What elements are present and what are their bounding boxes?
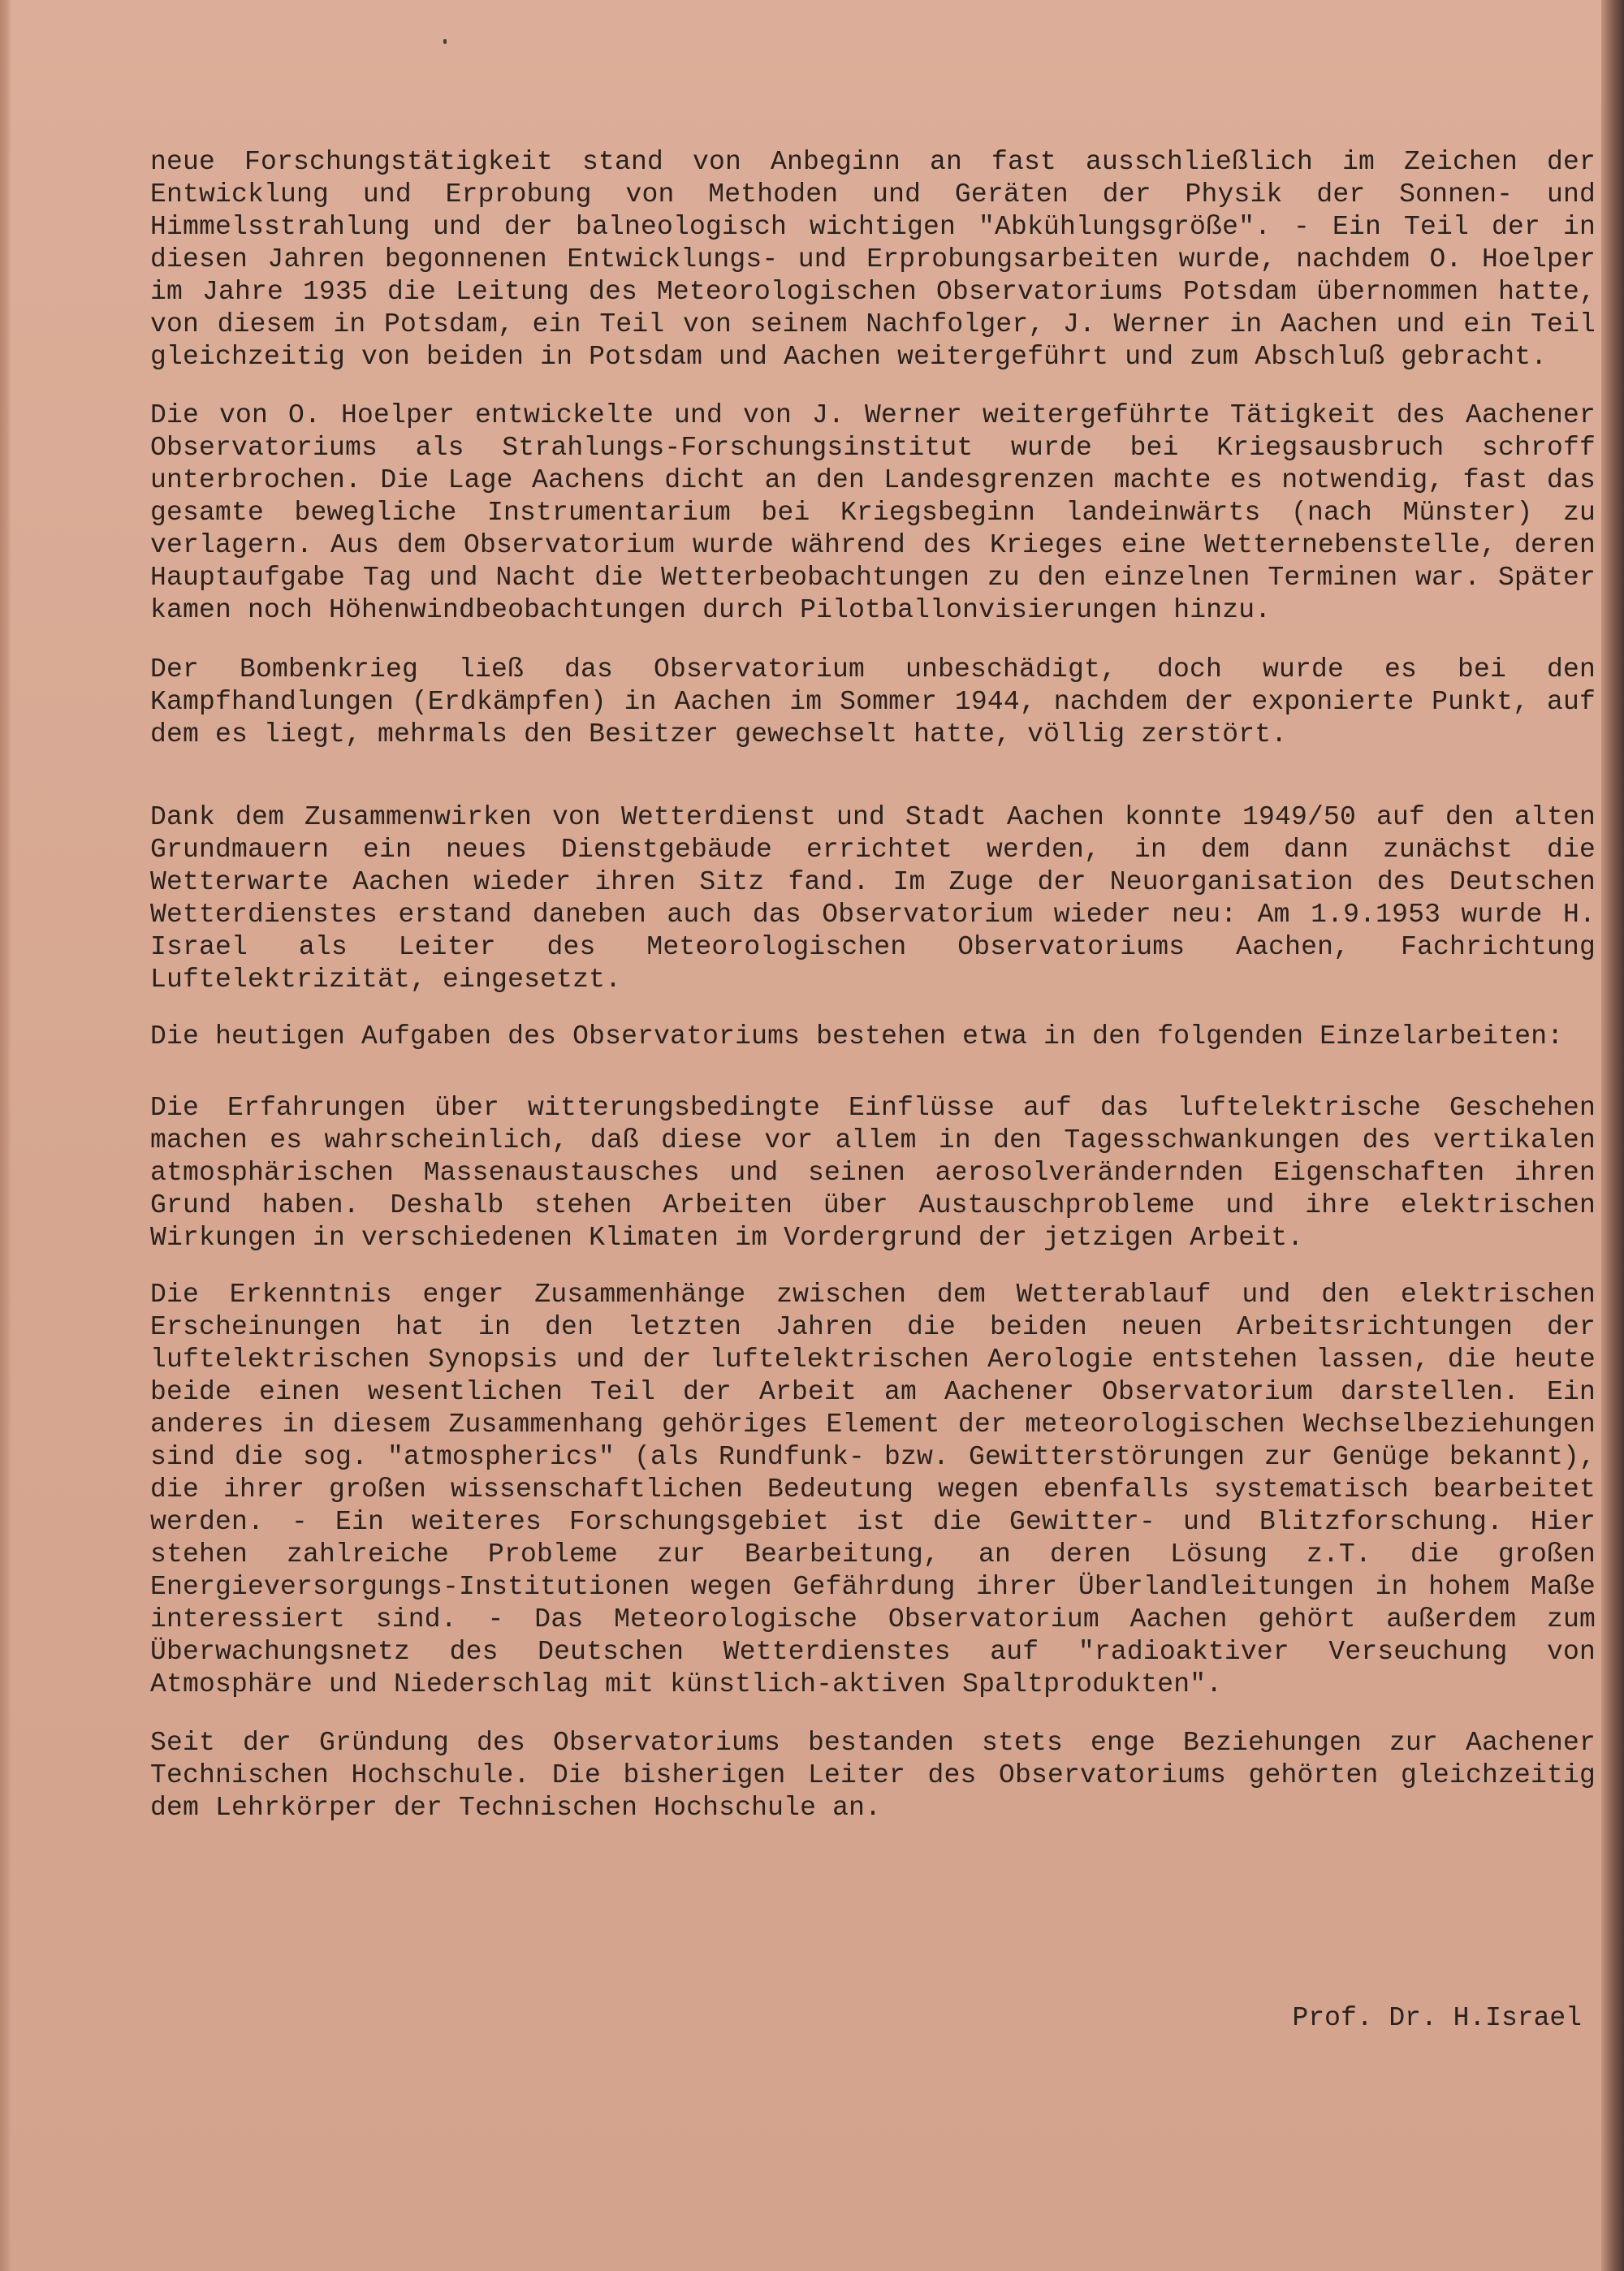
paragraph-destruction: Der Bombenkrieg ließ das Observatorium unbeschädigt, doch wurde es bei den Kampfhandlungen (Erdkämpfen) in Aachen im Sommer 1944, nachdem der exponierte Punkt, auf dem es liegt, mehrmals den Besitzer gewechselt hatte, völlig zerstört. bbox=[150, 654, 1596, 749]
paragraph-current-tasks-intro: Die heutigen Aufgaben des Observatoriums bestehen etwa in den folgenden Einzelarbeiten: bbox=[150, 1021, 1564, 1051]
paragraph-research-areas: Die Erkenntnis enger Zusammenhänge zwischen dem Wetterablauf und den elektrischen Erscheinungen hat in den letzten Jahren die beiden neuen Arbeitsrichtungen der luftelektrischen Synopsis und der luftelektrischen Aerologie entstehen lassen, die heute beide einen wesentlichen Teil der Arbeit am Aachener Observatorium darstellen. Ein anderes in diesem Zusammenhang gehöriges Element der meteorologischen Wechselbeziehungen sind die sog. "atmospherics" (als Rundfunk- bzw. Gewitterstörungen zur Genüge bekannt), die ihrer großen wissenschaftlichen Bedeutung wegen ebenfalls systematisch bearbeitet werden. - Ein weiteres Forschungsgebiet ist die Gewitter- und Blitzforschung. Hier stehen zahlreiche Probleme zur Bearbeitung, an deren Lösung z.T. die großen Energieversorgungs-Institutionen wegen Gefährdung ihrer Überlandleitungen in hohem Maße interessiert sind. - Das Meteorologische Observatorium Aachen gehört außerdem zum Überwachungsnetz des Deutschen Wetterdienstes auf "radioaktiver Verseuchung von Atmosphäre und Niederschlag mit künstlich-aktiven Spaltprodukten". bbox=[150, 1280, 1596, 1699]
page-left-edge bbox=[0, 0, 11, 2271]
author-signature: Prof. Dr. H.Israel bbox=[1292, 2003, 1582, 2033]
paragraph-exchange-research: Die Erfahrungen über witterungsbedingte Einflüsse auf das luftelektrische Geschehen machen es wahrscheinlich, daß diese vor allem in den Tagesschwankungen des vertikalen atmosphärischen Massenaustausches und seinen aerosolverändernden Eigenschaften ihren Grund haben. Deshalb stehen Arbeiten über Austauschprobleme und ihre elektrischen Wirkungen in verschiedenen Klimaten im Vordergrund der jetzigen Arbeit. bbox=[150, 1093, 1596, 1253]
document-body bbox=[150, 146, 1596, 1824]
paragraph-university-relations: Seit der Gründung des Observatoriums bestanden stets enge Beziehungen zur Aachener Technischen Hochschule. Die bisherigen Leiter des Observatoriums gehörten gleichzeitig dem Lehrkörper der Technischen Hochschule an. bbox=[150, 1728, 1596, 1823]
paragraph-research-history: neue Forschungstätigkeit stand von Anbeginn an fast ausschließlich im Zeichen der Entwicklung und Erprobung von Methoden und Geräten der Physik der Sonnen- und Himmelsstrahlung und der balneologisch wichtigen "Abkühlungsgröße". - Ein Teil der in diesen Jahren begonnenen Entwicklungs- und Erprobungsarbeiten wurde, nachdem O. Hoelper im Jahre 1935 die Leitung des Meteorologischen Observatoriums Potsdam übernommen hatte, von diesem in Potsdam, ein Teil von seinem Nachfolger, J. Werner in Aachen und ein Teil gleichzeitig von beiden in Potsdam und Aachen weitergeführt und zum Abschluß gebracht. bbox=[150, 147, 1596, 372]
paragraph-war-interruption: Die von O. Hoelper entwickelte und von J. Werner weitergeführte Tätigkeit des Aachener Observatoriums als Strahlungs-Forschungsinstitut wurde bei Kriegsausbruch schroff unterbrochen. Die Lage Aachens dicht an den Landesgrenzen machte es notwendig, fast das gesamte bewegliche Instrumentarium bei Kriegsbeginn landeinwärts (nach Münster) zu verlagern. Aus dem Observatorium wurde während des Krieges eine Wetternebenstelle, deren Hauptaufgabe Tag und Nacht die Wetterbeobachtungen zu den einzelnen Terminen war. Später kamen noch Höhenwindbeobachtungen durch Pilotballonvisierungen hinzu. bbox=[150, 400, 1596, 625]
paragraph-reconstruction: Dank dem Zusammenwirken von Wetterdienst und Stadt Aachen konnte 1949/50 auf den alten Grundmauern ein neues Dienstgebäude errichtet werden, in dem dann zunächst die Wetterwarte Aachen wieder ihren Sitz fand. Im Zuge der Neuorganisation des Deutschen Wetterdienstes erstand daneben auch das Observatorium wieder neu: Am 1.9.1953 wurde H. Israel als Leiter des Meteorologischen Observatoriums Aachen, Fachrichtung Luftelektrizität, eingesetzt. bbox=[150, 802, 1596, 995]
page-binding-shadow bbox=[1601, 0, 1624, 2271]
ink-mark bbox=[443, 39, 447, 44]
